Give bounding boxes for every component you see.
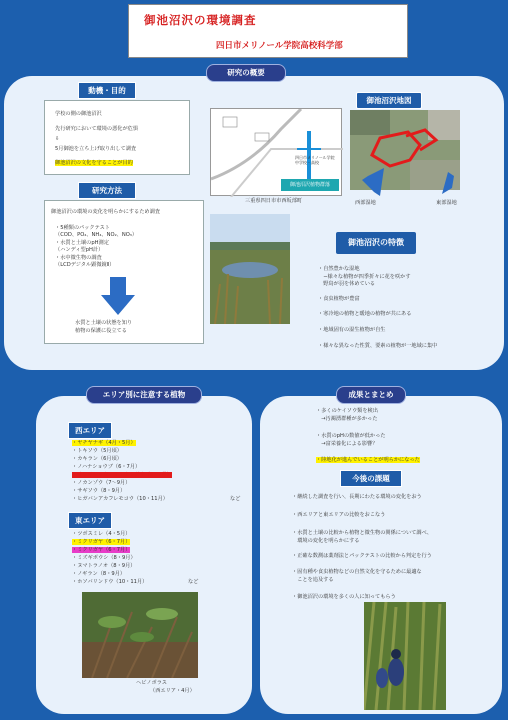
result-item: ・多くのケイソウ類を検出 — [316, 408, 378, 414]
method-heading: 研究方法 — [78, 182, 136, 199]
plant-photo-caption: （西エリア・4月） — [150, 688, 195, 694]
issue-item: ・固有種や食虫植物などの自然文化を守るために最適な — [292, 569, 422, 575]
method-item: ・5種類のパックテスト — [55, 225, 110, 231]
feature-item: −様々な植物が四季折々に花を咲かす — [318, 274, 411, 280]
issue-item: 環境の変化を明らかにする — [292, 538, 360, 544]
map-caption: 三重県四日市市西坂部町 — [245, 198, 303, 204]
result-item: ・陸地化が進んでいることが明らかになった — [316, 457, 420, 463]
street-map — [210, 108, 342, 196]
issues-heading: 今後の課題 — [340, 470, 402, 487]
site-label: 御池沼沢植物群落 — [281, 179, 339, 191]
west-plant-item: ・ヒガバンアカフレモコウ（10・11月） — [72, 496, 168, 502]
method-item: （ハンディ型pH計） — [55, 247, 104, 253]
school-label: 四日市メリノール学院中学校・高校 — [295, 155, 335, 165]
result-item: ・水質のpHの数値が低かった — [316, 433, 386, 439]
method-item: （LCDデジタル顕微鏡Ⅱ） — [55, 262, 115, 268]
overview-heading: 研究の概要 — [206, 64, 286, 82]
method-result: 水質と土壌の状態を知り — [75, 320, 133, 326]
feature-item: ・食虫植物が豊富 — [318, 296, 360, 302]
east-area-label: 東エリア — [68, 512, 112, 529]
east-plant-item: ・ヌマトラノオ（8・9月） — [72, 563, 136, 569]
aerial-arrows — [356, 166, 456, 200]
west-plant-item: ・サワギキョウ・ミミカキグサ（6・7月） — [72, 472, 172, 478]
east-wetland-label: 東部湿地 — [436, 200, 457, 206]
west-plant-item: ・サギソウ（8・9月） — [72, 488, 126, 494]
west-plant-item: ・カキラン（6月頃） — [72, 456, 122, 462]
issue-item: ことを追及する — [292, 577, 334, 583]
west-wetland-label: 西部湿地 — [355, 200, 376, 206]
plants-heading: エリア別に注意する植物 — [86, 386, 202, 404]
motive-line: 5月御池を立ち上げ取り出して調査 — [55, 146, 137, 152]
result-item: →富栄養化による影響？ — [316, 441, 378, 447]
east-plant-item: ・ツボスミレ（4・5月） — [72, 531, 131, 537]
east-plant-item: ・ホソバリンドウ（10・11月） — [72, 579, 148, 585]
feature-item: 野鳥が羽を休めている — [318, 281, 376, 287]
issue-item: ・水質と土壌の比較から植物と微生物の関係について調べ、 — [292, 530, 432, 536]
feature-item: ・自然豊かな湿地 — [318, 266, 360, 272]
east-etc: など — [188, 579, 199, 585]
plant-photo-caption: ヘビノボラス — [136, 680, 167, 686]
aerial-heading: 御池沼沢地図 — [356, 92, 422, 109]
issue-item: ・御池沼沢の環境を多くの人に知ってもらう — [292, 594, 396, 600]
feature-item: ・地域固有の湿生植物が自生 — [318, 327, 386, 333]
poster-subtitle: 四日市メリノール学院高校科学部 — [216, 41, 343, 51]
issue-item: ・継続した調査を行い、長期にわたる環境の変化をおう — [292, 494, 422, 500]
results-heading: 成果とまとめ — [336, 386, 406, 404]
fieldwork-photo — [364, 602, 446, 710]
west-plant-item: ・ヤチヤナギ（4月・5月） — [72, 440, 136, 446]
issue-item: ・西エリアと東エリアの比較をおこなう — [292, 512, 386, 518]
west-plant-item: ・ノハナショウブ（6・7月） — [72, 464, 141, 470]
plant-photo — [82, 592, 198, 678]
result-item: →汚濁湧群種が多かった — [316, 416, 378, 422]
method-item: ・水質と土壌のpH測定 — [55, 240, 109, 246]
wetland-photo — [210, 214, 290, 324]
method-item: ・水中微生物の調査 — [55, 255, 102, 261]
down-arrow-icon — [101, 277, 135, 315]
issue-item: ・正確な数測は薬剤法とパックテストの比較から判定を行う — [292, 553, 432, 559]
west-plant-item: ・ノカンゾウ（7〜9月） — [72, 480, 131, 486]
poster-title: 御池沼沢の環境調査 — [144, 13, 257, 27]
feature-item: ・様々な異なった性質、要素の植物が一地域に集中 — [318, 343, 438, 349]
features-heading: 御池沼沢の特徴 — [336, 232, 416, 254]
motive-line: 学校の側の御池沼沢 — [55, 111, 102, 117]
west-etc: など — [230, 496, 241, 502]
motive-goal: 御池沼沢の文化を守ることが目的 — [55, 160, 133, 166]
east-plant-item: ・ノギラン（8・9月） — [72, 571, 126, 577]
motive-heading: 動機・目的 — [78, 82, 136, 99]
motive-box — [44, 100, 190, 175]
motive-line: 先行研究において環境の悪化が危惧 — [55, 126, 139, 132]
east-plant-item: ・ミクリガヤ（6・7月） — [72, 547, 131, 553]
west-plant-item: ・トキソウ（5月頃） — [72, 448, 122, 454]
method-box — [44, 200, 204, 344]
east-plant-item: ・ミクリガヤ（6・7月） — [72, 539, 131, 545]
method-intro: 御池沼沢の環境の変化を明らかにするため調査 — [51, 209, 160, 215]
feature-item: ・寒冷地の植物と暖地の植物が共にある — [318, 311, 412, 317]
west-area-label: 西エリア — [68, 422, 112, 439]
east-plant-item: ・ミズギボウシ（8・9月） — [72, 555, 136, 561]
method-result: 植物の保護に役立てる — [75, 328, 127, 334]
method-item: （COD、PO₄、NH₄、NO₂、NO₃） — [55, 232, 138, 238]
motive-arrow: ⇩ — [55, 136, 60, 142]
